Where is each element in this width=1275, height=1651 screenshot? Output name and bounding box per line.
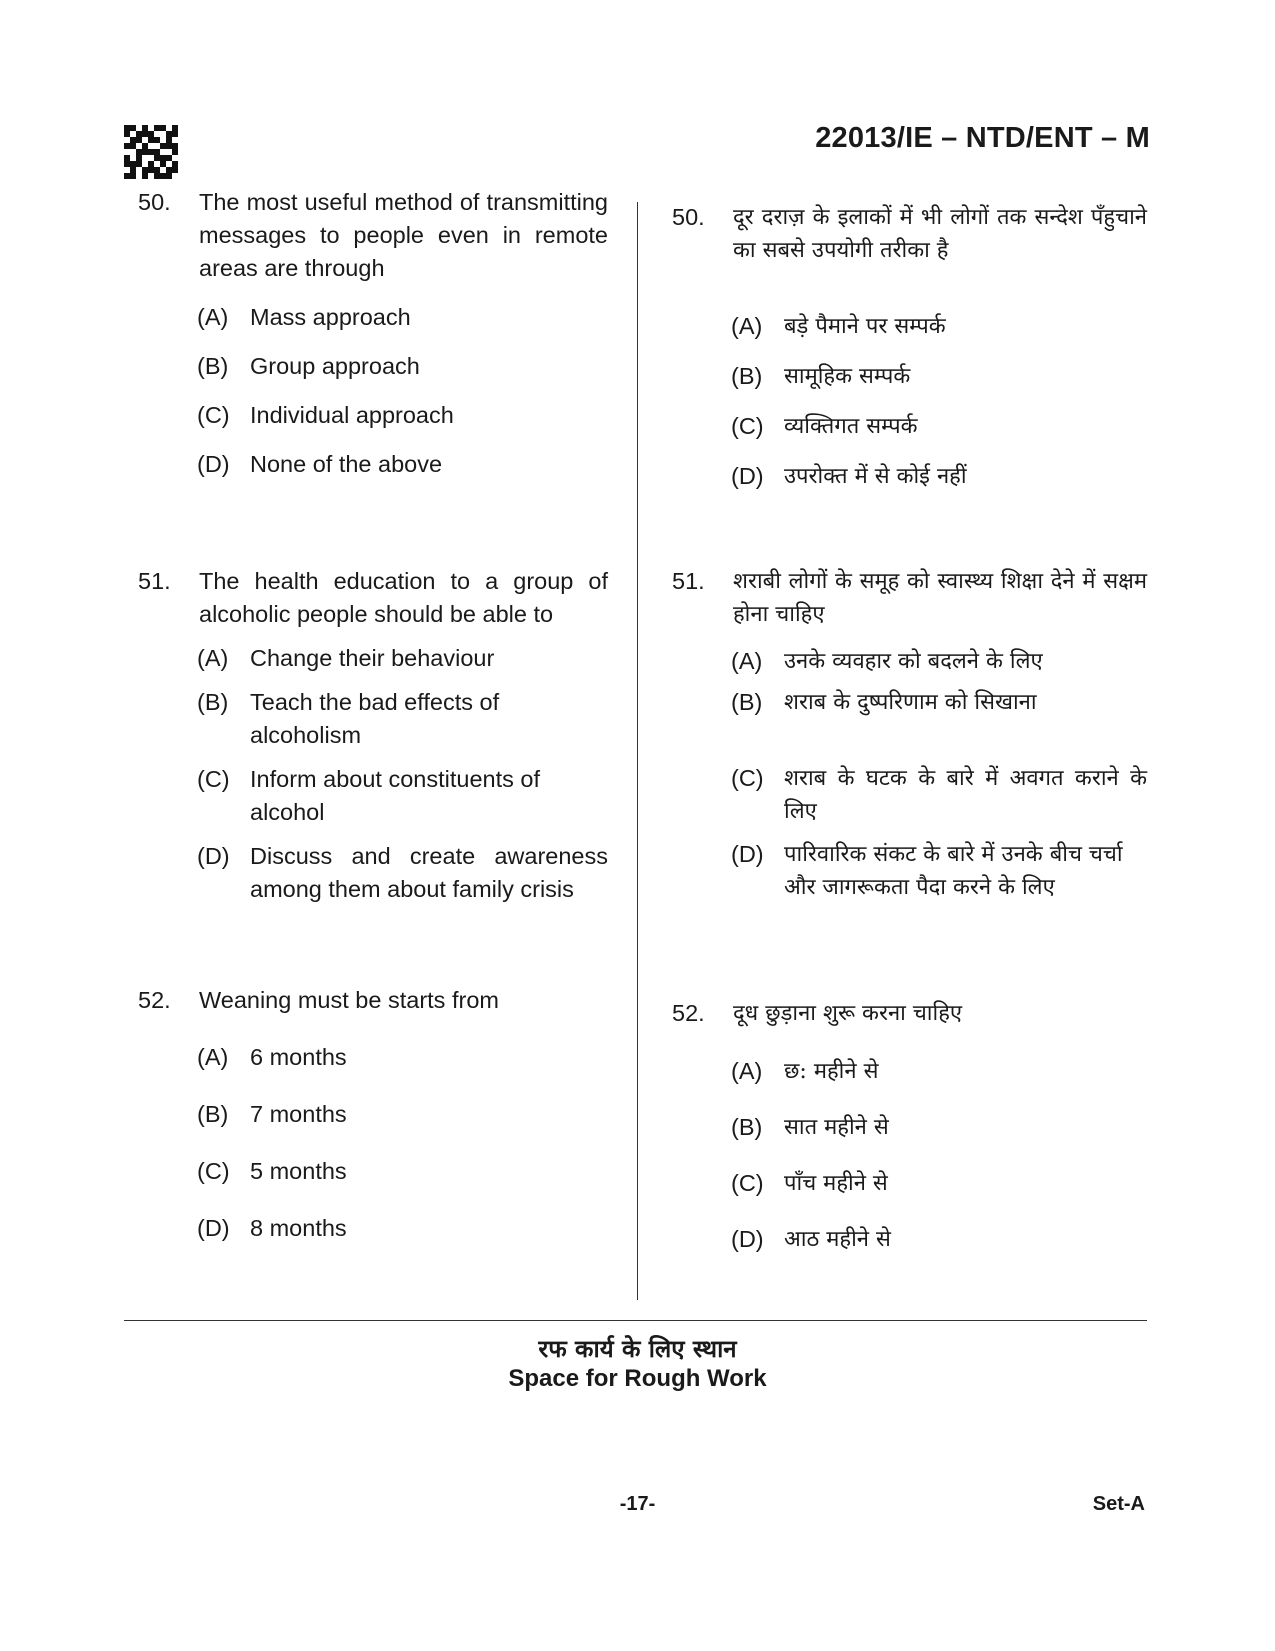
question-stem: The most useful method of transmitting messages to people even in remote areas are through [199,189,608,281]
option-b: (B) Teach the bad effects of alcoholism [197,689,500,748]
option-a: (A) 6 months [197,1044,347,1070]
set-label: Set-A [1092,1493,1145,1515]
option-c: (C) Inform about constituents of alcohol [197,766,540,825]
option-a: (A) उनके व्यवहार को बदलने के लिए [731,648,1043,674]
question-number: 52. [672,1000,705,1026]
question-number: 50. [138,189,171,215]
question-51-en [138,565,608,906]
question-52-en [138,984,608,1245]
question-number: 52. [138,987,171,1013]
option-d: (D) Discuss and create awareness among them about family crisis [197,843,608,902]
question-50-en [138,186,608,481]
option-b: (B) Group approach [197,353,420,379]
option-c: (C) शराब के घटक के बारे में अवगत कराने के लिए [731,765,1147,824]
option-a: (A) Change their behaviour [197,645,495,671]
question-stem: दूर दराज़ के इलाकों में भी लोगों तक सन्देश पँहुचाने का सबसे उपयोगी तरीका है [733,205,1147,263]
option-c: (C) व्यक्तिगत सम्पर्क [731,413,918,439]
option-d: (D) उपरोक्त में से कोई नहीं [731,463,967,489]
paper-code: 22013/IE – NTD/ENT – M [815,122,1150,154]
question-number: 51. [672,568,705,594]
rough-work-heading: Space for Rough Work [508,1365,767,1392]
option-d: (D) पारिवारिक संकट के बारे में उनके बीच चर्चा और जागरूकता पैदा करने के लिए [731,841,1123,900]
question-number: 50. [672,204,705,230]
question-stem: शराबी लोगों के समूह को स्वास्थ्य शिक्षा देने में सक्षम होना चाहिए [733,569,1147,627]
option-b: (B) सात महीने से [731,1114,889,1140]
question-stem: दूध छुड़ाना शुरू करना चाहिए [733,1001,963,1026]
option-d: (D) 8 months [197,1215,347,1241]
question-51-hi [672,565,1147,904]
option-c: (C) 5 months [197,1158,347,1184]
option-a: (A) बड़े पैमाने पर सम्पर्क [731,313,946,339]
rough-work-divider [124,1320,1147,1321]
option-a: (A) Mass approach [197,304,411,330]
rough-work-heading-hindi: रफ कार्य के लिए स्थान [538,1334,737,1363]
question-52-hi [672,997,1147,1256]
question-number: 51. [138,568,171,594]
option-c: (C) Individual approach [197,402,454,428]
option-b: (B) 7 months [197,1101,347,1127]
option-b: (B) सामूहिक सम्पर्क [731,363,911,389]
option-d: (D) आठ महीने से [731,1226,891,1252]
question-stem: The health education to a group of alcoholic people should be able to [199,568,608,627]
page-number: -17- [619,1493,656,1515]
option-a: (A) छ: महीने से [731,1058,879,1084]
option-b: (B) शराब के दुष्परिणाम को सिखाना [731,689,1037,715]
question-stem: Weaning must be starts from [199,987,499,1013]
option-c: (C) पाँच महीने से [731,1170,888,1196]
option-d: (D) None of the above [197,451,443,477]
qr-code-icon [124,125,178,179]
column-divider [637,202,638,1300]
question-50-hi [672,201,1147,493]
